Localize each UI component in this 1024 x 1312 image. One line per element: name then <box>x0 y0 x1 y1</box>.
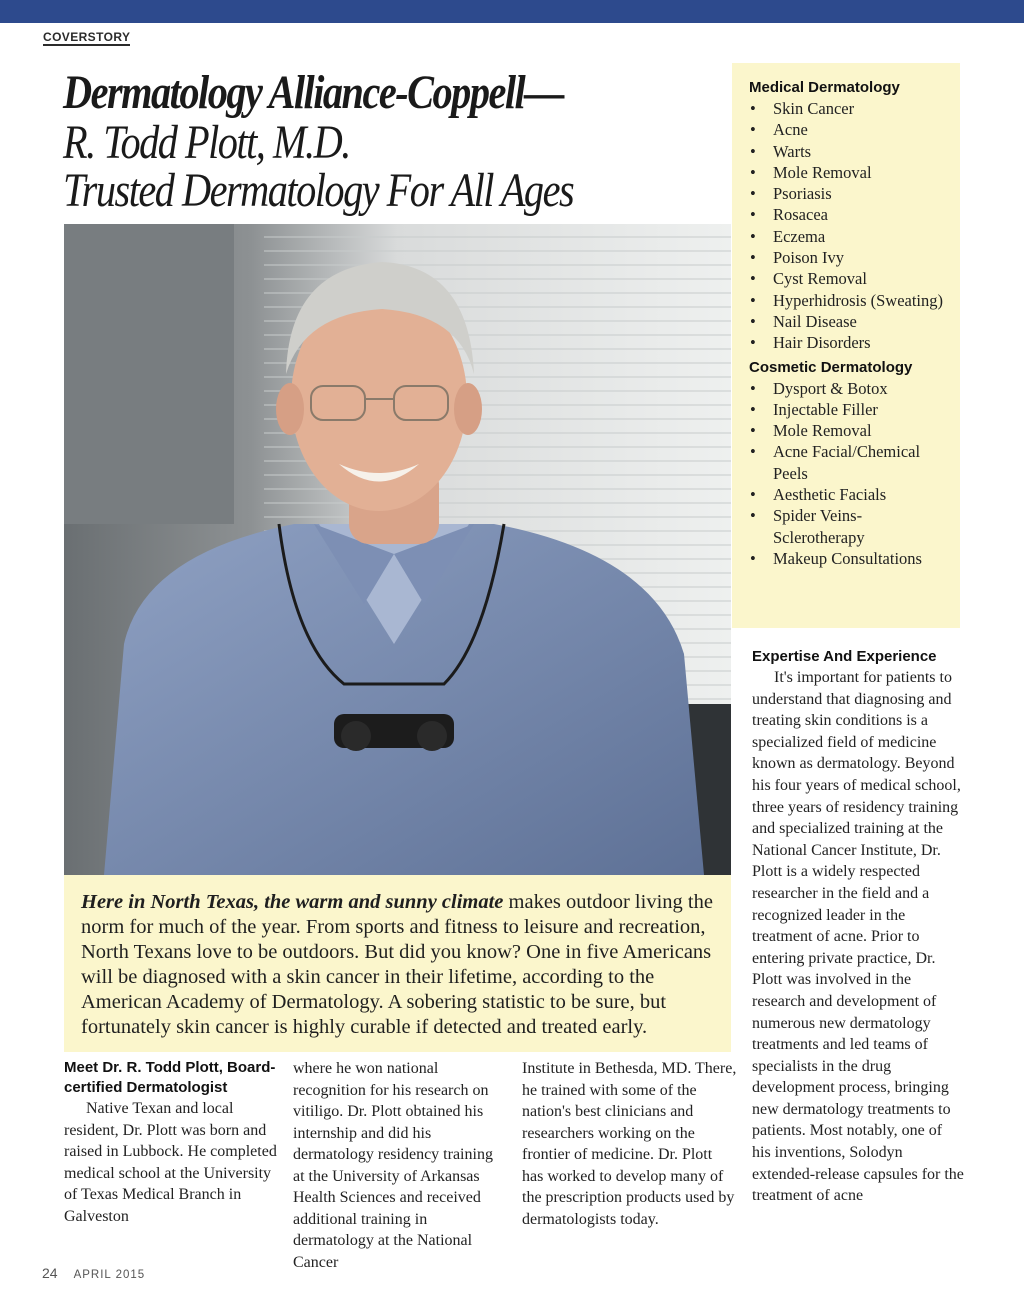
list-item: • Dysport & Botox <box>749 378 952 399</box>
article-title <box>63 66 723 216</box>
article-column-2 <box>293 1058 508 1273</box>
list-item: • Acne <box>749 119 952 140</box>
issue-date: APRIL 2015 <box>73 1269 146 1281</box>
list-item: • Hyperhidrosis (Sweating) <box>749 290 952 311</box>
intro-body: makes outdoor living the norm for much of the year. From sports and fitness to leisure and recreation, North Texans love to be outdoors. But did you know? One in five Americans will be diagnosed with a skin cancer in their lifetime, according to the American Academy of Dermatology. A sobering statistic to be sure, but fortunately skin cancer is highly curable if detected and treated early. <box>81 891 713 1038</box>
expertise-heading: Expertise And Experience <box>752 648 937 665</box>
meet-doctor-heading: Meet Dr. R. Todd Plott, Board-certified Dermatologist <box>64 1059 276 1096</box>
article-column-3 <box>522 1058 737 1230</box>
list-item: • Nail Disease <box>749 311 952 332</box>
doctor-portrait-photo <box>64 224 731 875</box>
cosmetic-services-list <box>749 378 952 570</box>
medical-dermatology-heading: Medical Dermatology <box>749 79 900 96</box>
title-line-tagline: Trusted Dermatology For All Ages <box>63 164 574 217</box>
list-item: • Poison Ivy <box>749 247 952 268</box>
column-3-text: Institute in Bethesda, MD. There, he trained with some of the nation's best clinicians and researchers working on the frontier of medicine. Dr. Plott has worked to develop many of the prescription products used by dermatologists today. <box>522 1060 737 1228</box>
list-item: • Psoriasis <box>749 183 952 204</box>
list-item: • Rosacea <box>749 204 952 225</box>
medical-services-list <box>749 98 952 354</box>
page-number: 24 <box>42 1265 58 1281</box>
list-item: • Injectable Filler <box>749 399 952 420</box>
list-item: • Aesthetic Facials <box>749 484 952 505</box>
list-item: • Eczema <box>749 226 952 247</box>
article-column-1 <box>64 1058 279 1227</box>
column-1-text: Native Texan and local resident, Dr. Plott was born and raised in Lubbock. He completed medical school at the University of Texas Medical Branch in Galveston <box>64 1100 277 1225</box>
list-item: • Skin Cancer <box>749 98 952 119</box>
list-item: • Spider Veins-Sclerotherapy <box>749 505 952 548</box>
top-brand-bar <box>0 0 1024 23</box>
list-item: • Warts <box>749 141 952 162</box>
list-item: • Hair Disorders <box>749 332 952 353</box>
list-item: • Cyst Removal <box>749 268 952 289</box>
expertise-column <box>752 647 964 1207</box>
list-item: • Makeup Consultations <box>749 548 952 569</box>
expertise-text: It's important for patients to understand that diagnosing and treating skin conditions is a specialized field of medicine known as dermatology. Beyond his four years of medical school, three years of residency training and specialized training at the National Cancer Institute, Dr. Plott is a widely respected researcher in the field and a recognized leader in the treatment of acne. Prior to entering private practice, Dr. Plott was involved in the research and development of numerous new dermatology treatments and led teams of specialists in the drug development process, bringing new dermatology treatments to patients. Most notably, one of his inventions, Solodyn extended-release capsules for the treatment of acne <box>752 669 964 1205</box>
title-line-practice: Dermatology Alliance-Coppell— <box>63 66 564 119</box>
services-sidebar <box>732 63 960 628</box>
intro-lead: Here in North Texas, the warm and sunny climate <box>81 891 504 913</box>
intro-highlight-box <box>64 875 731 1052</box>
list-item: • Acne Facial/Chemical Peels <box>749 441 952 484</box>
page-footer <box>42 1265 145 1283</box>
title-line-doctor: R. Todd Plott, M.D. <box>63 116 350 169</box>
column-2-text: where he won national recognition for his research on vitiligo. Dr. Plott obtained his internship and did his dermatology residency training at the University of Arkansas Health Sciences and received additional training in dermatology at the National Cancer <box>293 1060 493 1271</box>
list-item: • Mole Removal <box>749 420 952 441</box>
list-item: • Mole Removal <box>749 162 952 183</box>
cosmetic-dermatology-heading: Cosmetic Dermatology <box>749 358 913 376</box>
section-label: COVERSTORY <box>43 30 131 44</box>
